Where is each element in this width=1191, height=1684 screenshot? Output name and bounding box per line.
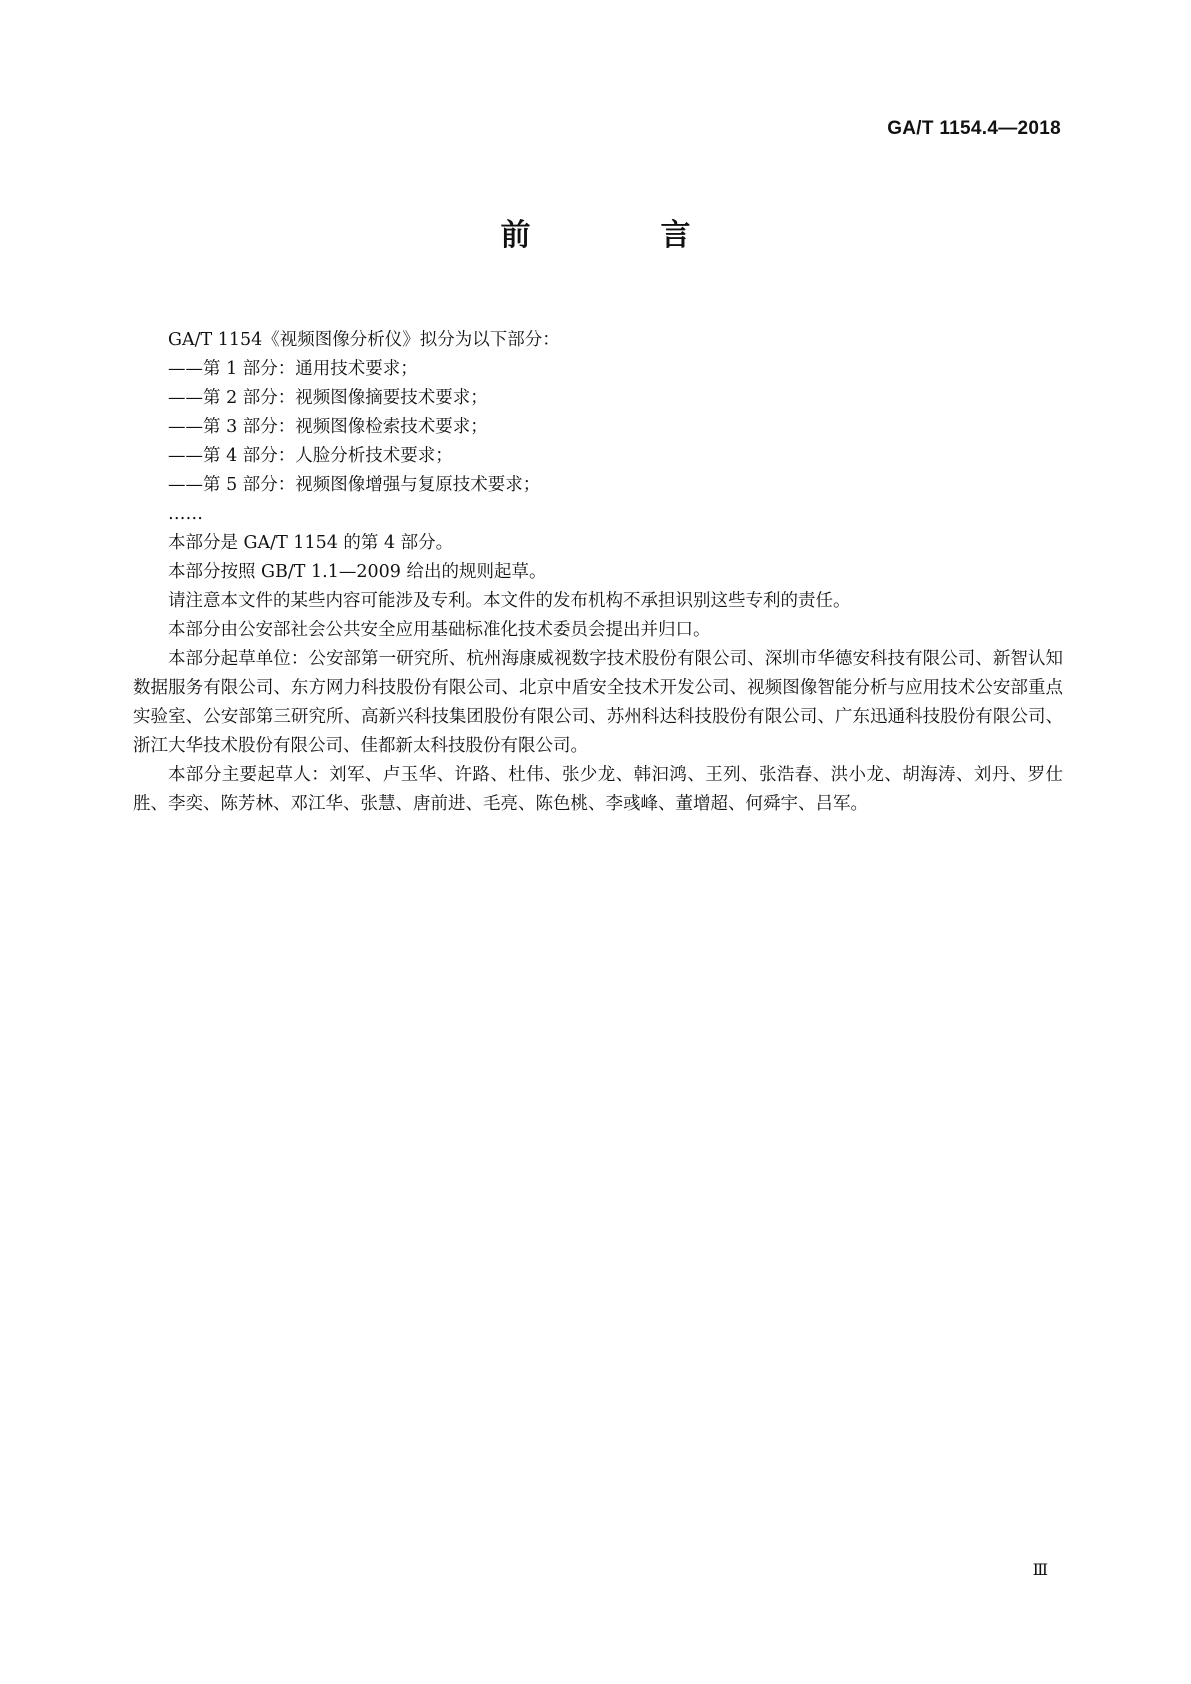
foreword-body xyxy=(133,326,1063,819)
drafting-units-paragraph: 本部分起草单位：公安部第一研究所、杭州海康威视数字技术股份有限公司、深圳市华德安科技有限公司、新智认知数据服务有限公司、东方网力科技股份有限公司、北京中盾安全技术开发公司、视频图像智能分析与应用技术公安部重点实验室、公安部第三研究所、高新兴科技集团股份有限公司、苏州科达科技股份有限公司、广东迅通科技股份有限公司、浙江大华技术股份有限公司、佳都新太科技股份有限公司。 xyxy=(133,649,1063,756)
list-item: ——第 4 部分：人脸分析技术要求； xyxy=(168,446,453,466)
list-item: ——第 2 部分：视频图像摘要技术要求； xyxy=(168,388,488,408)
paragraph: 本部分是 GA/T 1154 的第 4 部分。 xyxy=(168,533,454,553)
paragraph: 本部分按照 GB/T 1.1—2009 给出的规则起草。 xyxy=(168,562,547,582)
list-item: ——第 5 部分：视频图像增强与复原技术要求； xyxy=(168,475,541,495)
list-item: ——第 1 部分：通用技术要求； xyxy=(168,359,418,379)
paragraph: 请注意本文件的某些内容可能涉及专利。本文件的发布机构不承担识别这些专利的责任。 xyxy=(168,591,851,611)
page-number: Ⅲ xyxy=(1032,1560,1048,1579)
intro-paragraph: GA/T 1154《视频图像分析仪》拟分为以下部分： xyxy=(168,330,560,350)
ellipsis-item: …… xyxy=(168,504,203,524)
drafters-paragraph: 本部分主要起草人：刘军、卢玉华、许路、杜伟、张少龙、韩汩鸿、王列、张浩春、洪小龙、胡海涛、刘丹、罗仕胜、李奕、陈芳林、邓江华、张慧、唐前进、毛亮、陈色桃、李彧峰、董增超、何舜宇、吕军。 xyxy=(133,765,1063,814)
paragraph: 本部分由公安部社会公共安全应用基础标准化技术委员会提出并归口。 xyxy=(168,620,711,640)
list-item: ——第 3 部分：视频图像检索技术要求； xyxy=(168,417,488,437)
document-number: GA/T 1154.4—2018 xyxy=(887,118,1061,139)
page-title: 前 言 xyxy=(500,218,741,253)
